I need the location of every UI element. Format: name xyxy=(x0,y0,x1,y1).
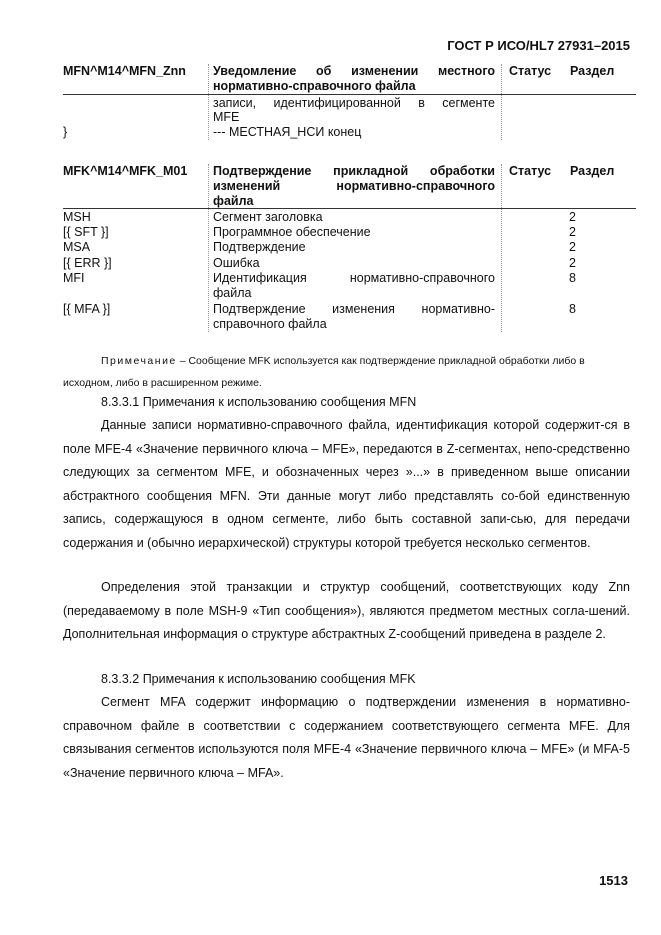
col-section: Раздел xyxy=(570,64,615,78)
note xyxy=(101,350,630,372)
col-description: Подтверждение прикладной обработки xyxy=(213,164,495,178)
row-desc: Программное обеспечение xyxy=(213,225,371,239)
col-status: Статус xyxy=(509,164,552,178)
section-heading: 8.3.3.2 Примечания к использованию сообщения MFK xyxy=(101,672,416,686)
row-section: 2 xyxy=(569,240,576,254)
row-section: 8 xyxy=(569,271,576,285)
column-divider xyxy=(208,164,209,332)
row-section: 2 xyxy=(569,210,576,224)
row-segment: [{ ERR }] xyxy=(63,256,112,270)
header-rule xyxy=(63,94,636,95)
col-status: Статус xyxy=(509,64,552,78)
row-segment: MFI xyxy=(63,271,85,285)
row-segment: [{ MFA }] xyxy=(63,302,111,316)
col-description-cont: изменений нормативно-справочного xyxy=(213,179,495,193)
row-desc-cont: справочного файла xyxy=(213,317,327,331)
paragraph: Данные записи нормативно-справочного файла, идентификация которой содержит-ся в поле MFE-4 «Значение первичного ключа – MFE», передаются в Z-сегментах, непо-средственно следующих за сегментом MFE, и обозначенных через »...» в приведенном выше описании абстрактного сообщения MFN. Эти данные могут либо представлять со-бой единственную запись, содержащуюся в одном сегменте, либо быть составной запи-сью, для передачи содержания и (обычно иерархической) структуры которой требуется несколько сегментов. xyxy=(63,418,630,550)
row-segment: MSA xyxy=(63,240,91,254)
column-divider xyxy=(501,64,502,140)
col-section: Раздел xyxy=(570,164,615,178)
row-section: 2 xyxy=(569,256,576,270)
row-desc: Подтверждение xyxy=(213,240,306,254)
row-desc: --- МЕСТНАЯ_НСИ конец xyxy=(213,125,362,139)
row-desc-cont: MFE xyxy=(213,110,240,124)
paragraph: Определения этой транзакции и структур сообщений, соответствующих коду Znn (передаваемому в поле MSH-9 «Тип сообщения»), являются предметом местных согла-шений. Дополнительная информация о структуре абстрактных Z-сообщений приведена в разделе 2. xyxy=(63,580,630,641)
col-message: MFN^M14^MFN_Znn xyxy=(63,64,186,78)
row-segment: [{ SFT }] xyxy=(63,225,109,239)
column-divider xyxy=(501,164,502,332)
row-section: 8 xyxy=(569,302,576,316)
col-message: MFK^M14^MFK_M01 xyxy=(63,164,188,178)
note-text: – Сообщение MFK используется как подтверждение прикладной обработки либо в xyxy=(176,355,585,367)
paragraph: Сегмент MFA содержит информацию о подтверждении изменения в нормативно-справочном файле в соответствии с содержанием соответствующего сегмента MFE. Для связывания сегментов используются поля MFE-4 «Значение первичного ключа – MFE» (и MFA-5 «Значение первичного ключа – MFA». xyxy=(63,695,630,780)
col-description-cont: нормативно-справочного файла xyxy=(213,79,416,93)
row-desc: Подтверждение изменения нормативно- xyxy=(213,302,495,316)
row-segment: } xyxy=(63,125,68,139)
note-label: Примечание xyxy=(101,355,177,367)
page-number: 1513 xyxy=(599,873,628,888)
row-desc: Идентификация нормативно-справочного xyxy=(213,271,495,285)
row-desc: записи, идентифицированной в сегменте xyxy=(213,96,495,110)
row-segment: MSH xyxy=(63,210,91,224)
document-id: ГОСТ Р ИСО/HL7 27931–2015 xyxy=(447,38,630,53)
column-divider xyxy=(208,64,209,140)
row-desc-cont: файла xyxy=(213,286,252,300)
row-desc: Сегмент заголовка xyxy=(213,210,323,224)
row-desc: Ошибка xyxy=(213,256,260,270)
col-description: Уведомление об изменении местного xyxy=(213,64,495,78)
header-rule xyxy=(63,208,636,209)
section-heading: 8.3.3.1 Примечания к использованию сообщения MFN xyxy=(101,395,417,409)
note-text-cont: исходном, либо в расширенном режиме. xyxy=(63,377,262,389)
col-description-cont: файла xyxy=(213,194,254,208)
row-section: 2 xyxy=(569,225,576,239)
